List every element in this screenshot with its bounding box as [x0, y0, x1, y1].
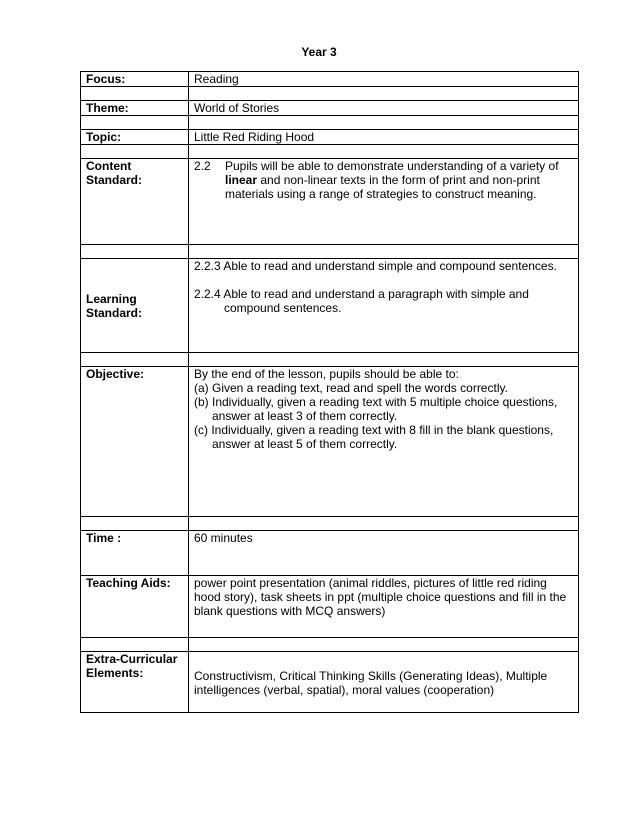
topic-label: Topic:: [81, 130, 189, 145]
theme-label: Theme:: [81, 101, 189, 116]
content-standard-label-line2: Standard:: [86, 173, 143, 187]
content-standard-number: 2.2: [194, 159, 211, 173]
time-row: [81, 531, 579, 576]
content-standard-text: [225, 159, 573, 201]
objective-label: Objective:: [81, 367, 189, 517]
content-standard-value: [189, 159, 579, 245]
content-standard-label-line1: Content: [86, 159, 132, 173]
teaching-aids-value: power point presentation (animal riddles, pictures of little red riding hood story), task sheets in ppt (multiple choice questions and fill in the blank questions with MCQ answers): [189, 576, 579, 638]
extra-curricular-row: [81, 652, 579, 713]
learning-standard-label: [81, 259, 189, 353]
extra-curricular-label: [81, 652, 189, 713]
extra-curricular-label-line1: Extra-Curricular: [86, 652, 178, 666]
focus-value: Reading: [189, 72, 579, 87]
objective-value: [189, 367, 579, 517]
topic-value: Little Red Riding Hood: [189, 130, 579, 145]
time-value: 60 minutes: [189, 531, 579, 576]
spacer-row: [81, 245, 579, 259]
extra-curricular-value: Constructivism, Critical Thinking Skills (Generating Ideas), Multiple intelligences (verbal, spatial), moral values (cooperation): [189, 652, 579, 713]
lesson-plan-table: [80, 71, 579, 713]
learning-standard-row: [81, 259, 579, 353]
spacer-row: [81, 87, 579, 101]
objective-row: [81, 367, 579, 517]
spacer-row: [81, 517, 579, 531]
focus-label: Focus:: [81, 72, 189, 87]
page-title: Year 3: [301, 45, 337, 59]
learning-standard-label-line1: Learning: [86, 291, 137, 306]
focus-row: [81, 72, 579, 87]
time-label: Time :: [81, 531, 189, 576]
content-standard-label: [81, 159, 189, 245]
learning-standard-label-line2: Standard:: [86, 305, 143, 320]
spacer-row: [81, 638, 579, 652]
teaching-aids-row: [81, 576, 579, 638]
objective-item: (a) Given a reading text, read and spell the words correctly.: [194, 381, 508, 395]
content-standard-text-bold: linear: [225, 173, 258, 187]
learning-standard-item: 2.2.4 Able to read and understand a paragraph with simple and compound sentences.: [194, 287, 529, 315]
objective-item: (c) Individually, given a reading text with 8 fill in the blank questions, answer at least 5 of them correctly.: [194, 423, 554, 451]
objective-intro: By the end of the lesson, pupils should be able to:: [194, 367, 459, 381]
spacer-row: [81, 353, 579, 367]
spacer-row: [81, 116, 579, 130]
content-standard-text-after: and non-linear texts in the form of print and non-print materials using a range of strategies to construct meaning.: [225, 173, 540, 201]
spacer-row: [81, 145, 579, 159]
theme-row: [81, 101, 579, 116]
learning-standard-value: [189, 259, 579, 353]
objective-item: (b) Individually, given a reading text with 5 multiple choice questions, answer at least 3 of them correctly.: [194, 395, 558, 423]
theme-value: World of Stories: [189, 101, 579, 116]
content-standard-row: [81, 159, 579, 245]
topic-row: [81, 130, 579, 145]
learning-standard-item: 2.2.3 Able to read and understand simple and compound sentences.: [194, 259, 557, 273]
teaching-aids-label: Teaching Aids:: [81, 576, 189, 638]
extra-curricular-label-line2: Elements:: [86, 666, 144, 680]
content-standard-text-before: Pupils will be able to demonstrate understanding of a variety of: [225, 159, 559, 173]
